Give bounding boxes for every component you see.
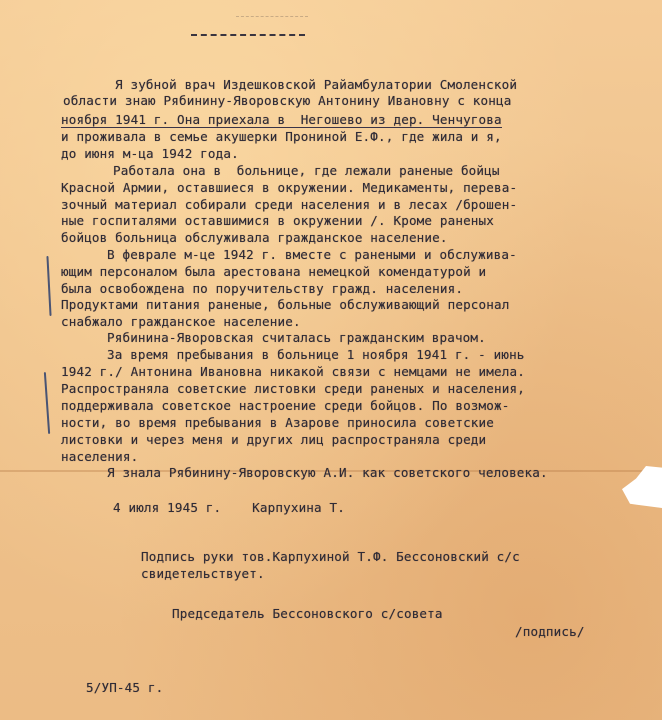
- margin-mark-1: [46, 256, 51, 316]
- text-line: снабжало гражданское население.: [61, 314, 301, 329]
- text-line: ности, во время пребывания в Азарове приносила советские: [61, 415, 494, 430]
- text-line: зочный материал собирали среди населения и в лесах /брошен-: [61, 197, 518, 212]
- text-line: Работала она в больнице, где лежали раненые бойцы: [113, 163, 500, 178]
- text-line: Распространяла советские листовки среди раненых и населения,: [61, 381, 525, 396]
- text-line: Красной Армии, оставшиеся в окружении. Медикаменты, перева-: [61, 180, 518, 195]
- text-line: до июня м-ца 1942 года.: [61, 146, 239, 161]
- text-line: была освобождена по поручительству гражд. населения.: [61, 281, 464, 296]
- text-line: 1942 г./ Антонина Ивановна никакой связи с немцами не имела.: [61, 364, 525, 379]
- text-line: Рябинина-Яворовская считалась гражданским врачом.: [107, 330, 486, 345]
- text-line: Я зубной врач Издешковской Райамбулатории Смоленской: [115, 77, 518, 92]
- text-line: ноября 1941 г. Она приехала в Негошево из дер. Ченчугова: [61, 112, 502, 127]
- torn-edge: [622, 466, 662, 508]
- text-line: бойцов больница обслуживала гражданское население.: [61, 230, 448, 245]
- text-line: поддерживала советское настроение среди бойцов. По возмож-: [61, 398, 510, 413]
- certification-line: Подпись руки тов.Карпухиной Т.Ф. Бессоновский с/с: [141, 549, 520, 564]
- header-dashed-line: [191, 34, 305, 36]
- text-line: листовки и через меня и других лиц распространяла среди: [61, 432, 487, 447]
- faint-dashed-line: [236, 16, 308, 17]
- margin-mark-2: [44, 372, 50, 434]
- text-line: В феврале м-це 1942 г. вместе с ранеными и обслужива-: [107, 247, 517, 262]
- text-line: Продуктами питания раненые, больные обслуживающий персонал: [61, 297, 510, 312]
- text-line: ные госпиталями оставшимися в окружении /. Кроме раненых: [61, 213, 494, 228]
- reference-code: 5/УП-45 г.: [86, 680, 164, 695]
- text-line: населения.: [61, 449, 139, 464]
- text-line: ющим персоналом была арестована немецкой комендатурой и: [61, 264, 487, 279]
- text-line: Я знала Рябинину-Яворовскую А.И. как советского человека.: [107, 465, 548, 480]
- text-line: области знаю Рябинину-Яворовскую Антонину Ивановну с конца: [63, 93, 512, 108]
- certification-line: свидетельствует.: [141, 566, 265, 581]
- chairman-title: Председатель Бессоновского с/совета: [172, 606, 443, 621]
- date-signature: 4 июля 1945 г. Карпухина Т.: [113, 500, 345, 515]
- signature-note: /подпись/: [515, 624, 585, 639]
- text-line: и проживала в семье акушерки Прониной Е.Ф., где жила и я,: [61, 129, 502, 144]
- text-line: За время пребывания в больнице 1 ноября 1941 г. - июнь: [107, 347, 525, 362]
